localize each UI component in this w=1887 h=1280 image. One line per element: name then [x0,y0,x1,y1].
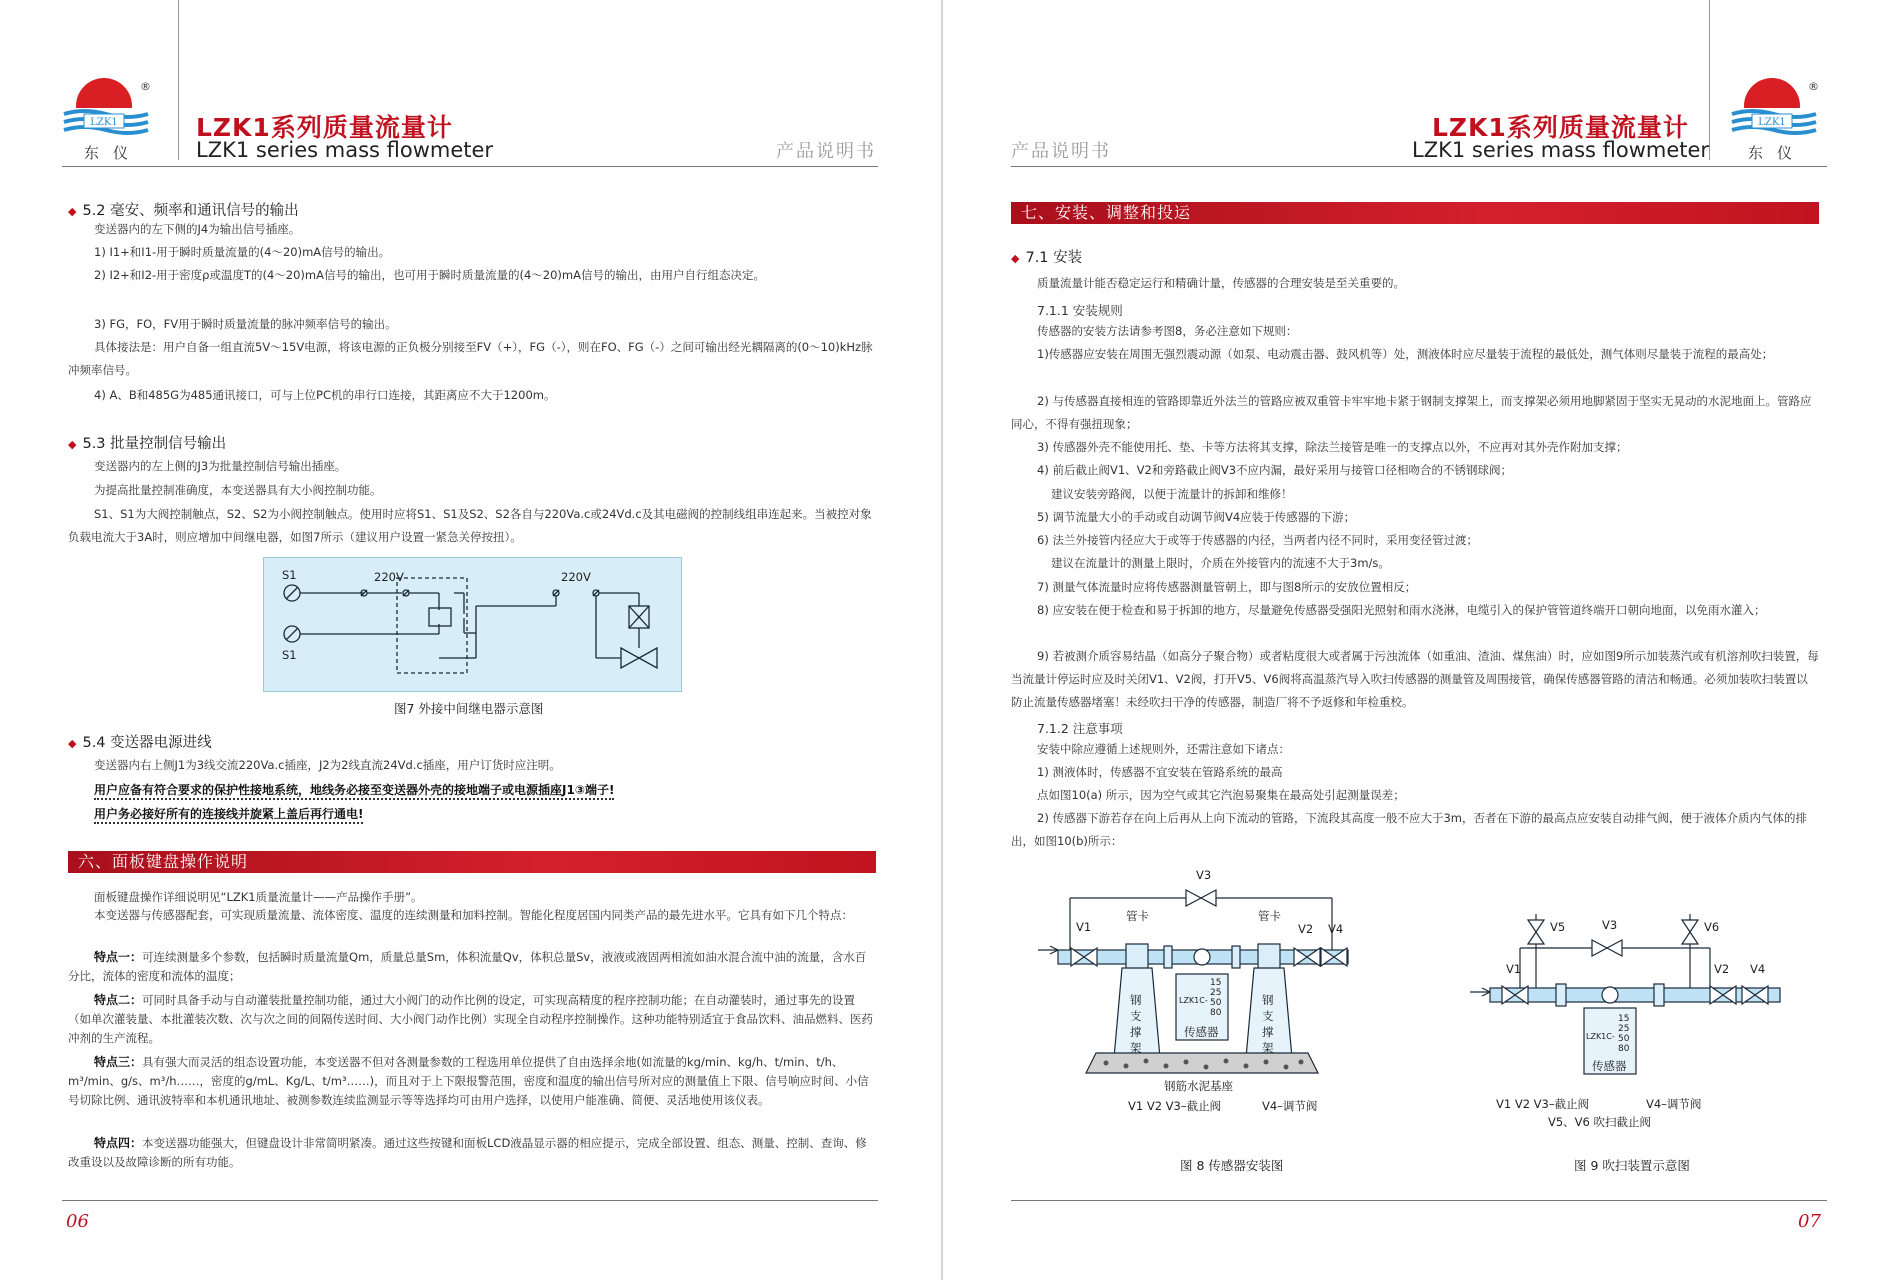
section-7-bar: 七、安装、调整和投运 [1011,202,1819,224]
figure-8-install-diagram [1036,868,1368,1118]
fig9-label-v2: V2 [1714,962,1730,976]
bullet-diamond-icon: ◆ [1011,252,1020,265]
page-fold [941,0,943,1280]
header-divider [178,0,179,160]
bullet-diamond-icon: ◆ [68,438,77,451]
sun-wave-icon [1730,76,1820,148]
svg-text:LZK1: LZK1 [1758,117,1786,128]
s6-feature-3: 特点三：具有强大而灵活的组态设置功能，本变送器不但对各测量参数的工程选用单位提供了自由选择余地(如流量的kg/min、kg/h、t/min、t/h、m³/min、g/s、m³/h……，密度的g/mL、Kg/L、t/m³……)，而且对于上下限报警范围，密度和温度的输出信号所对应的测量值上下限、信号响应时间、小信号切除比例、通讯波特率和本机通讯地址、被测参数连续监测显示等等选择均可由用户选择，以使用户能准确、简便、灵活地使用该仪表。 [68,1055,869,1107]
fig8-label-clamp-right: 管卡 [1258,909,1281,923]
fig8-label-support-left: 钢支撑架 [1130,993,1142,1055]
fig8-size-list [1210,978,1224,1018]
rule-5: 建议安装旁路阀，以便于流量计的拆卸和维修！ [1051,487,1293,501]
fig8-label-v1: V1 [1076,920,1092,934]
left-page [0,0,942,1280]
fig7-label-220v-2: 220V [561,570,591,584]
relay-circuit-icon [264,558,681,691]
s71-intro: 质量流量计能否稳定运行和精确计量，传感器的合理安装是至关重要的。 [1037,276,1405,290]
s52-para-2-text: 2) I2+和I2-用于密度ρ或温度T的(4～20)mA信号的输出，也可用于瞬时质量流量的(4～20)mA信号的输出，由用户自行组态决定。 [94,268,765,282]
rule-0: 传感器的安装方法请参考图8，务必注意如下规则： [1037,324,1298,338]
fig8-label-sensor: 传感器 [1184,1025,1219,1039]
rule-1: 1)传感器应安装在周围无强烈震动源（如泵、电动震击器、鼓风机等）处，测液体时应尽量装于流程的最低处，测气体则尽量装于流程的最高处； [1037,347,1774,361]
logo-cn-text: 东仪 [84,144,143,162]
fig8-size: 25 [1210,988,1222,998]
svg-text:LZK1: LZK1 [90,117,118,128]
fig9-size: 80 [1618,1044,1630,1054]
section-5-2-title: ◆ 5.2 毫安、频率和通讯信号的输出 [68,203,299,219]
figure-9-purge-diagram [1466,910,1790,1130]
header-rule [62,166,878,167]
note-2: 点如图10(a) 所示，因为空气或其它汽泡易聚集在最高处引起测量误差； [1037,788,1405,802]
fig8-label-support-right: 钢支撑架 [1262,993,1274,1055]
s6-feature-4: 特点四：本变送器功能强大，但键盘设计非常简明紧凑。通过这些按键和面板LCD液晶显示器的相应提示，完成全部设置、组态、测量、控制、查询、修改重设以及故障诊断的所有功能。 [68,1136,867,1169]
rule-3: 3) 传感器外壳不能使用托、垫、卡等方法将其支撑，除法兰接管是唯一的支撑点以外，不应再对其外壳作附加支撑； [1037,440,1628,454]
figure-8-caption: 图 8 传感器安装图 [1180,1158,1284,1173]
s6-feature-1: 特点一：可连续测量多个参数，包括瞬时质量流量Qm，质量总量Sm，体积流量Qv，体积总量Sv，液液或液固两相流如油水混合流中油的流量，含水百分比，流体的密度和流体的温度； [68,950,867,983]
fig7-label-s1-top: S1 [282,568,297,582]
purge-device-icon [1466,910,1790,1080]
header-divider [1709,0,1710,160]
rule-4: 4) 前后截止阀V1、V2和旁路截止阀V3不应内漏，最好采用与接管口径相吻合的不锈钢球阀； [1037,463,1513,477]
fig8-label-v3: V3 [1196,868,1212,882]
s52-para-1: 1) I1+和I1-用于瞬时质量流量的(4～20)mA信号的输出。 [94,245,391,259]
s53-para-1: 为提高批量控制准确度，本变送器具有大小阀控制功能。 [94,483,382,497]
fig9-legend-3: V5、V6 吹扫截止阀 [1548,1115,1652,1129]
s53-para-0: 变送器内的左上侧的J3为批量控制信号输出插座。 [94,459,347,473]
fig9-label-v4: V4 [1750,962,1766,976]
fig9-label-v1: V1 [1506,962,1522,976]
s6-intro-1: 面板键盘操作详细说明见“LZK1质量流量计——产品操作手册”。 [94,890,423,904]
s52-para-3: 3) FG，FO，FV用于瞬时质量流量的脉冲频率信号的输出。 [94,317,397,331]
fig9-size: 50 [1618,1034,1630,1044]
rule-9: 7) 测量气体流量时应将传感器测量管朝上，即与图8所示的安放位置相反； [1037,580,1417,594]
note-3: 2) 传感器下游若存在向上后再从上向下流动的管路，下流段其高度一般不应大于3m，否者在下游的最高点应安装自动排气阀，便于液体介质内气体的排出，如图10(b)所示： [1011,811,1807,848]
right-page [944,0,1887,1280]
fig7-label-220v-1: 220V [374,570,404,584]
section-6-bar: 六、面板键盘操作说明 [68,851,876,873]
note-1: 1) 测液体时，传感器不宜安装在管路系统的最高 [1037,765,1283,779]
fig8-size: 50 [1210,998,1222,1008]
fig9-label-sensor: 传感器 [1592,1059,1627,1073]
registered-mark: ® [1808,80,1819,93]
fig9-legend-2: V4–调节阀 [1646,1097,1702,1111]
figure-9-caption: 图 9 吹扫装置示意图 [1574,1158,1690,1173]
page-number-left: 06 [66,1211,89,1232]
fig8-label-v4: V4 [1328,922,1344,936]
title-cn: LZK1系列质量流量计 [1432,113,1689,142]
page-number-right: 07 [1798,1211,1821,1232]
subsection-7-1-2: 7.1.2 注意事项 [1037,721,1123,736]
fig9-label-v5: V5 [1550,920,1566,934]
fig8-size: 15 [1210,978,1222,988]
title-cn: LZK1系列质量流量计 [196,113,453,142]
s54-para: 变送器内右上侧J1为3线交流220Va.c插座，J2为2线直流24Vd.c插座，用户订货时应注明。 [94,758,561,772]
bullet-diamond-icon: ◆ [68,737,77,750]
manual-label: 产品说明书 [1011,141,1111,162]
logo-cn-text: 东仪 [1748,144,1807,162]
fig8-label-clamp-left: 管卡 [1126,909,1149,923]
s53-para-2: S1、S1为大阀控制触点，S2、S2为小阀控制触点。使用时应将S1、S1及S2、S2各自与220Va.c或24Vd.c及其电磁阀的控制线组串连起来。当被控对象负载电流大于3A时，则应增加中间继电器，如图7所示（建议用户设置一紧急关停按扭）。 [68,507,872,544]
figure-7-caption: 图7 外接中间继电器示意图 [394,701,544,716]
fig8-label-v2: V2 [1298,922,1314,936]
fig9-legend-1: V1 V2 V3–截止阀 [1496,1097,1590,1111]
fig8-size: 80 [1210,1008,1222,1018]
section-5-4-title: ◆ 5.4 变送器电源进线 [68,735,212,751]
footer-rule [1011,1200,1827,1201]
s52-para-4: 具体接法是：用户自备一组直流5V～15V电源，将该电源的正负极分别接至FV（+），FG（-），则在FO、FG（-）之间可输出经光耦隔离的(0～10)kHz脉冲频率信号。 [68,340,873,377]
s6-intro-2: 本变送器与传感器配套，可实现质量流量、流体密度、温度的连续测量和加料控制。智能化程度居国内同类产品的最先进水平。它具有如下几个特点： [94,908,853,922]
rule-2: 2) 与传感器直接相连的管路即靠近外法兰的管路应被双重管卡牢牢地卡紧于钢制支撑架上，而支撑架必须用地脚紧固于坚实无晃动的水泥地面上。管路应同心，不得有强扭现象； [1011,394,1812,431]
title-en: LZK1 series mass flowmeter [1412,138,1710,162]
bullet-diamond-icon: ◆ [68,205,77,218]
section-7-1-title: ◆ 7.1 安装 [1011,250,1083,266]
fig9-label-model: LZK1C- [1586,1032,1615,1041]
rule-8: 建议在流量计的测量上限时，介质在外接管内的流速不大于3m/s。 [1051,556,1390,570]
fig8-legend-1: V1 V2 V3–截止阀 [1128,1099,1222,1113]
fig9-label-v6: V6 [1704,920,1720,934]
title-en: LZK1 series mass flowmeter [196,138,494,162]
section-5-3-title: ◆ 5.3 批量控制信号输出 [68,436,227,452]
s52-para-0: 变送器内的左下侧的J4为输出信号插座。 [94,222,301,236]
fig8-label-base: 钢筋水泥基座 [1164,1079,1233,1093]
figure-7-relay-diagram [263,557,682,692]
s6-feature-2: 特点二：可同时具备手动与自动灌装批量控制功能，通过大小阀门的动作比例的设定，可实现高精度的程序控制功能；在自动灌装时，通过事先的设置（如单次灌装量、本批灌装次数、次与次之间的间隔传送时间、大小阀门动作比例）实现全自动程序控制操作。这种功能特别适宜于食品饮料、油品燃料、医药冲剂的生产流程。 [68,993,873,1045]
fig9-size: 15 [1618,1014,1630,1024]
sun-wave-icon [62,76,152,148]
fig9-size: 25 [1618,1024,1630,1034]
registered-mark: ® [140,80,151,93]
footer-rule [62,1200,878,1201]
header-rule [1011,166,1827,167]
fig9-size-list [1618,1014,1632,1054]
s52-para-5: 4) A、B和485G为485通讯接口，可与上位PC机的串行口连接，其距离应不大于1200m。 [94,388,556,402]
rule-10: 8) 应安装在便于检查和易于拆卸的地方，尽量避免传感器受强阳光照射和雨水浇淋，电缆引入的保护管管道终端开口朝向地面，以免雨水灌入； [1037,603,1766,617]
note-0: 安装中除应遵循上述规则外，还需注意如下诸点： [1037,742,1290,756]
manual-label: 产品说明书 [776,141,876,162]
rule-11: 9) 若被测介质容易结晶（如高分子聚合物）或者粘度很大或者属于污浊流体（如重油、渣油、煤焦油）时，应如图9所示加装蒸汽或有机溶剂吹扫装置，每当流量计停运时应及时关闭V1、V2阀，打开V5、V6阀将高温蒸汽导入吹扫传感器的测量管及周围接管，确保传感器管路的清洁和畅通。必须加装吹扫装置以防止流量传感器堵塞！未经吹扫干净的传感器，制造厂将不予返修和年检重校。 [1011,649,1819,709]
s54-warning-2: 用户务必接好所有的连接线并旋紧上盖后再行通电! [94,803,876,826]
fig8-legend-2: V4–调节阀 [1262,1099,1318,1113]
fig8-label-model: LZK1C- [1179,996,1208,1005]
sensor-installation-icon [1036,868,1368,1078]
fig7-label-s1-bottom: S1 [282,648,297,662]
s54-warning-1: 用户应备有符合要求的保护性接地系统，地线务必接至变送器外壳的接地端子或电源插座J1③端子! [94,779,876,802]
rule-6: 5) 调节流量大小的手动或自动调节阀V4应装于传感器的下游； [1037,510,1356,524]
fig9-label-v3: V3 [1602,918,1618,932]
rule-7: 6) 法兰外接管内径应大于或等于传感器的内径，当两者内径不同时，采用变径管过渡； [1037,533,1478,547]
subsection-7-1-1: 7.1.1 安装规则 [1037,303,1123,318]
